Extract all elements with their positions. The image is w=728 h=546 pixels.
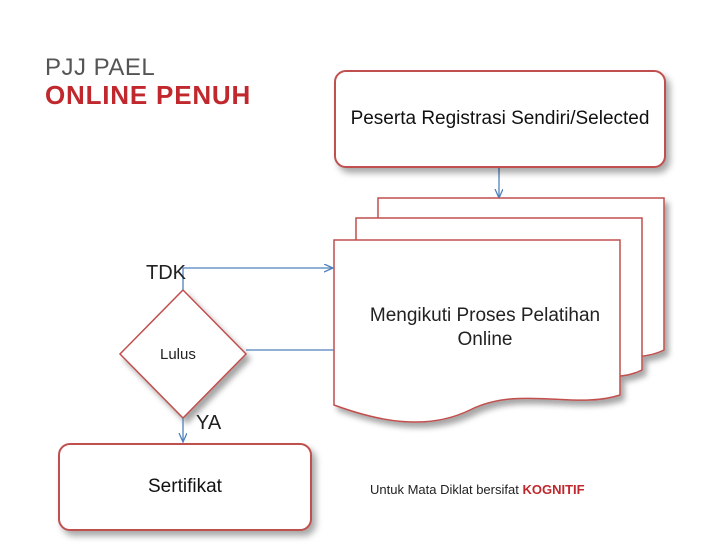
footnote xyxy=(370,482,585,497)
edge-label-ya: YA xyxy=(196,412,222,434)
pelatihan-label-line2: Online xyxy=(457,329,513,350)
title-line-2: ONLINE PENUH xyxy=(45,80,252,110)
arrow-tdk-to-pelatihan xyxy=(183,268,332,290)
sertifikat-box xyxy=(58,443,312,531)
pelatihan-label-line1: Mengikuti Proses Pelatihan xyxy=(369,305,601,326)
footnote-text: Untuk Mata Diklat bersifat xyxy=(370,482,519,497)
decision-label: Lulus xyxy=(160,346,196,363)
title-line-1: PJJ PAEL xyxy=(45,54,156,81)
edge-label-tdk: TDK xyxy=(146,262,186,284)
sertifikat-label: Sertifikat xyxy=(148,476,222,497)
registrasi-label: Peserta Registrasi Sendiri/Selected xyxy=(350,108,650,129)
registrasi-box xyxy=(334,70,666,168)
pelatihan-label xyxy=(345,304,625,352)
footnote-highlight: KOGNITIF xyxy=(522,482,585,497)
